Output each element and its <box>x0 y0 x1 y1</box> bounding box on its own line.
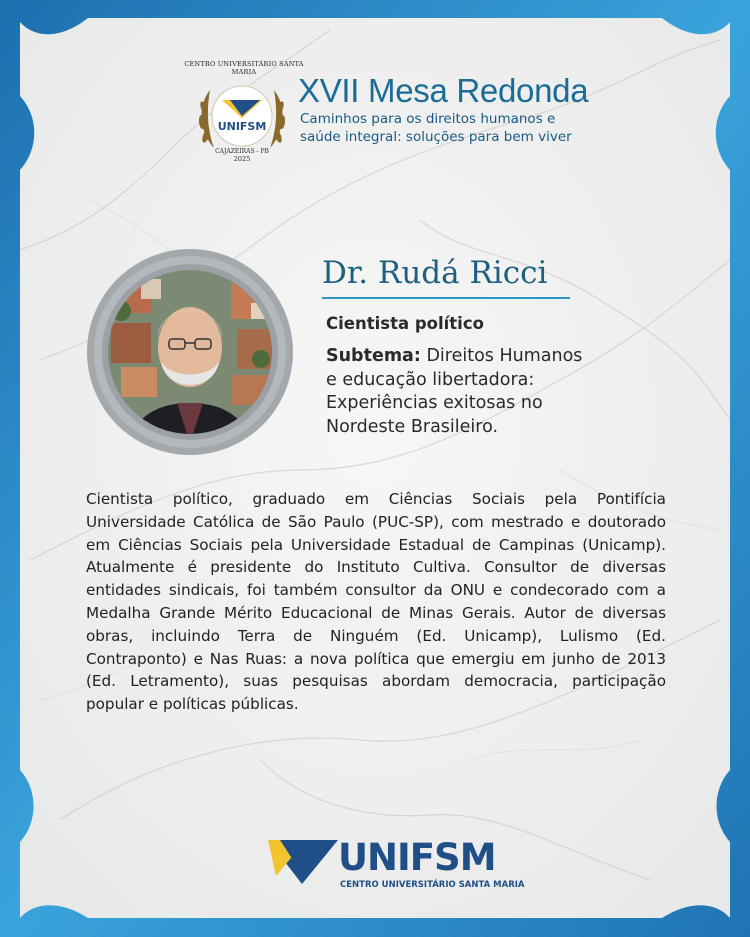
subtheme-line-3: Experiências exitosas no <box>326 393 543 413</box>
event-subtitle-line-1: Caminhos para os direitos humanos e <box>300 111 556 127</box>
name-underline <box>322 297 570 299</box>
seal-city: CAJAZEIRAS - PB <box>215 148 269 155</box>
speaker-role: Cientista político <box>326 314 484 333</box>
subtheme-line-1 <box>326 345 646 369</box>
speaker-photo <box>81 243 299 461</box>
footer-logo-name: UNIFSM <box>338 836 496 879</box>
speaker-name: Dr. Rudá Ricci <box>322 255 548 291</box>
unifsm-logo-icon <box>266 836 340 888</box>
event-subtitle-line-2: saúde integral: soluções para bem viver <box>300 129 572 145</box>
subtheme-text-1: Direitos Humanos <box>420 346 583 366</box>
event-title: XVII Mesa Redonda <box>298 72 589 109</box>
seal-year: 2025 <box>233 155 251 163</box>
seal-institution-name: CENTRO UNIVERSITÁRIO SANTA MARIA <box>184 60 304 76</box>
footer-logo-subtitle: CENTRO UNIVERSITÁRIO SANTA MARIA <box>340 880 525 890</box>
seal-logo-text: UNIFSM <box>217 120 267 133</box>
subtheme-line-2: e educação libertadora: <box>326 369 535 390</box>
event-subtitle <box>300 110 572 146</box>
subtheme <box>326 345 646 439</box>
subtheme-label: Subtema: <box>326 346 421 366</box>
speaker-bio: Cientista político, graduado em Ciências Sociais pela Pontifícia Universidade Católica de São Paulo (PUC-SP), com mestrado e doutorado em Ciências Sociais pela Universidade Estadual de Campinas (Unicamp). Atualmente é presidente do Instituto Cultiva. Consultor de diversas entidades sindicais, foi também consultor da ONU e condecorado com a Medalha Grande Mérito Educacional de Minas Gerais. Autor de diversas obras, incluindo Terra de Ninguém (Ed. Unicamp), Lulismo (Ed. Contraponto) e Nas Ruas: a nova política que emergiu em junho de 2013 (Ed. Letramento), suas pesquisas abordam democracia, participação popular e políticas públicas. <box>86 490 666 714</box>
subtheme-line-4: Nordeste Brasileiro. <box>326 416 499 437</box>
